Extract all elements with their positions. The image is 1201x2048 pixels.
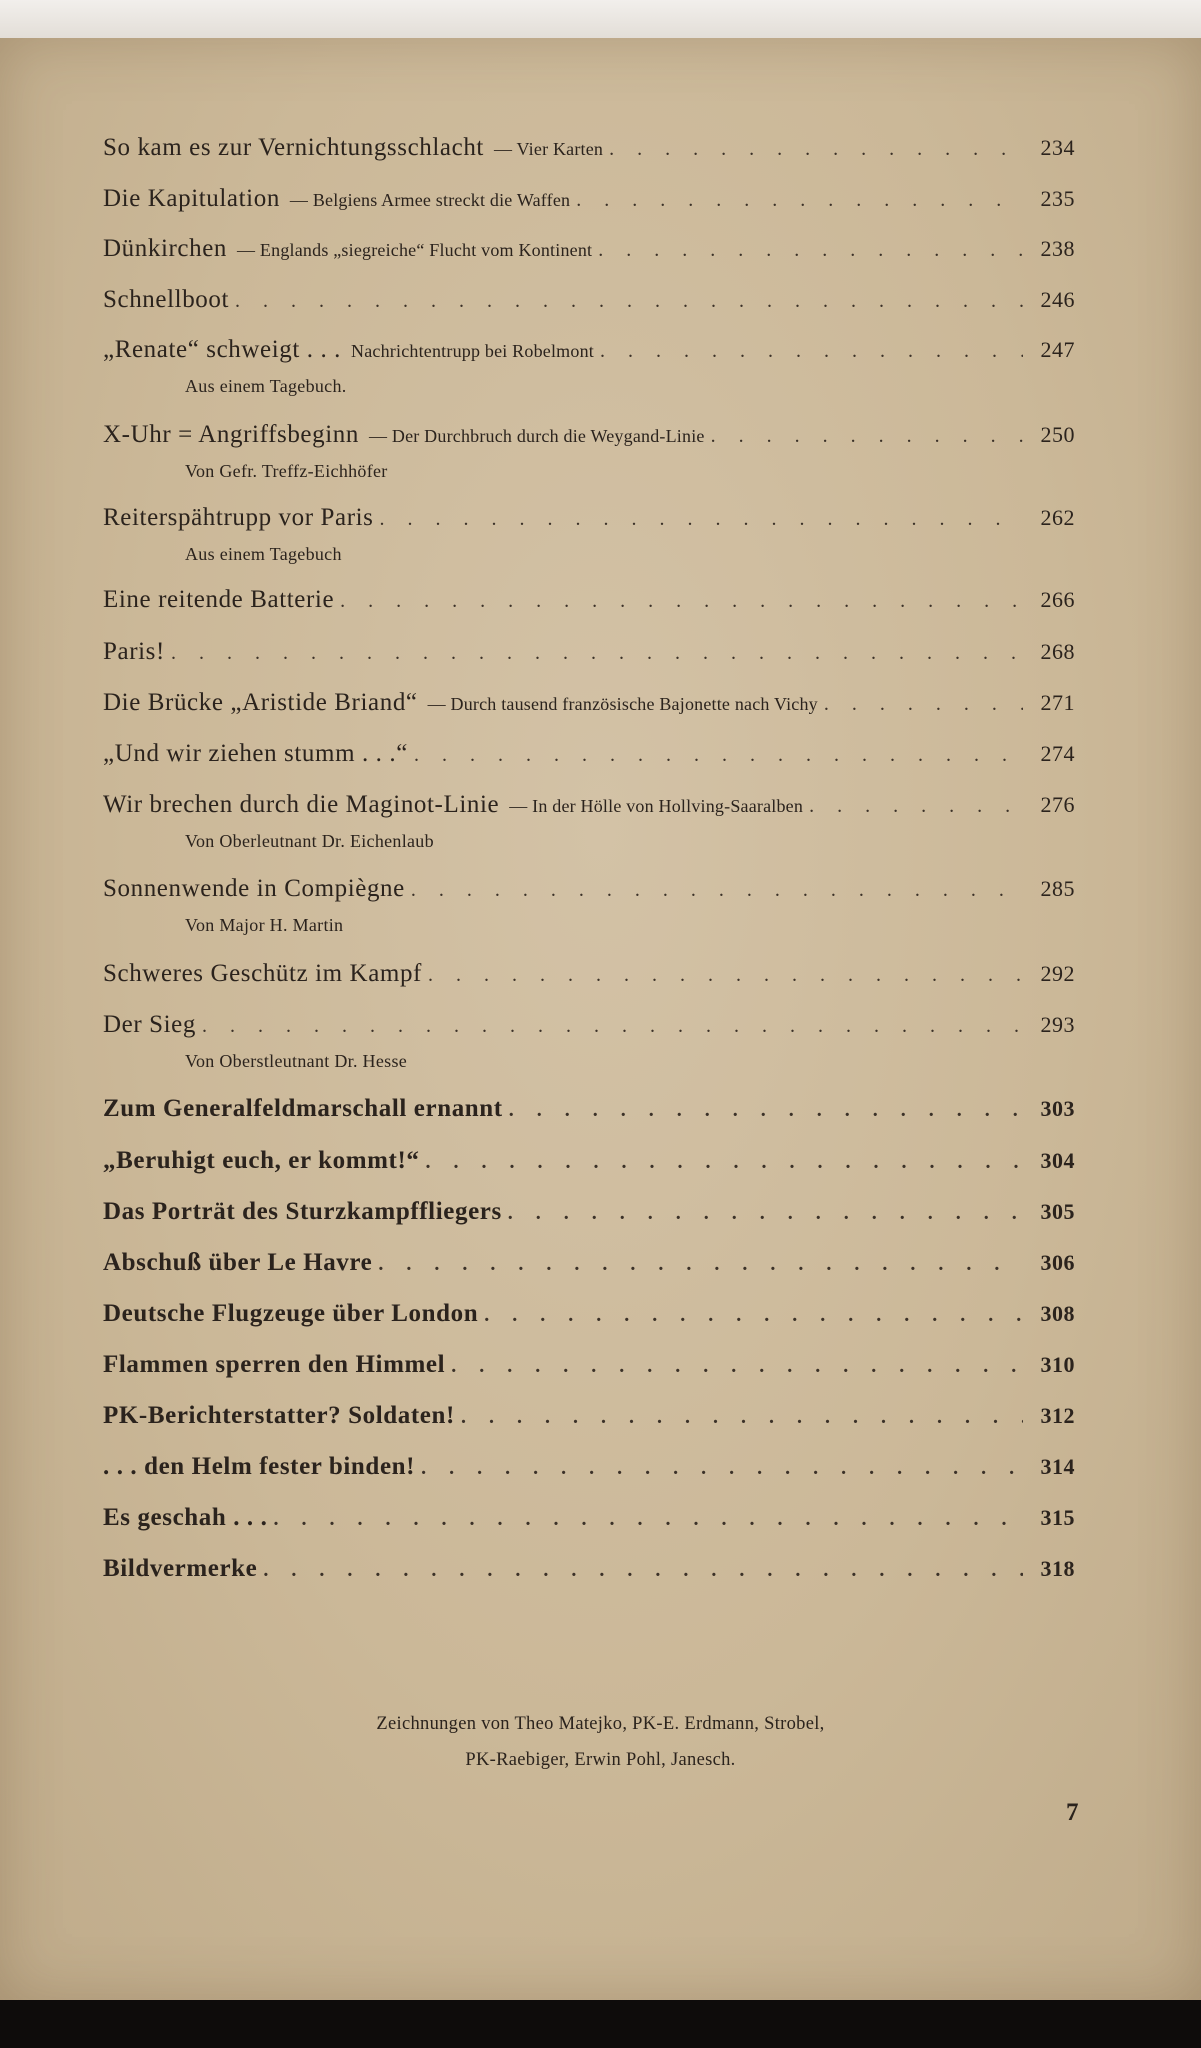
- toc-entry-title: Der Sieg: [103, 1011, 196, 1038]
- toc-entry-page: 235: [1040, 186, 1075, 211]
- toc-entry: [103, 586, 1075, 622]
- toc-entry-page: 238: [1040, 236, 1075, 261]
- toc-entry-title: X-Uhr = Angriffsbeginn: [103, 421, 359, 448]
- toc-entry: [103, 185, 1075, 221]
- toc-entry-title: Eine reitende Batterie: [103, 586, 335, 613]
- toc-entry-line: [103, 336, 1075, 372]
- toc-entry-page: 314: [1040, 1454, 1075, 1479]
- toc-entry: [103, 1095, 1075, 1131]
- toc-entry-line: [103, 1249, 1075, 1285]
- toc-entry-page: 304: [1040, 1148, 1075, 1173]
- dot-leader: [455, 1406, 1023, 1429]
- toc-entry-title: Deutsche Flugzeuge über London: [103, 1300, 479, 1327]
- toc-entry-title: Sonnenwende in Compiègne: [103, 875, 405, 902]
- dot-leader: [594, 340, 1023, 363]
- toc-entry: [103, 1249, 1075, 1285]
- dot-leader: [592, 239, 1023, 262]
- toc-entry-byline: Aus einem Tagebuch: [185, 544, 342, 564]
- credits-line-1: Zeichnungen von Theo Matejko, PK-E. Erdmann, Strobel,: [376, 1714, 825, 1734]
- toc-entry-title: Bildvermerke: [103, 1555, 258, 1582]
- dot-leader: [405, 879, 1023, 902]
- toc-entry-title: So kam es zur Vernichtungsschlacht: [103, 134, 484, 161]
- dot-leader: [415, 1457, 1023, 1480]
- toc-entry-page: 247: [1040, 337, 1075, 362]
- toc-entry-line: [103, 286, 1075, 322]
- toc-entry: [103, 1300, 1075, 1336]
- toc-entry-line: [103, 185, 1075, 221]
- toc-entry: [103, 1504, 1075, 1540]
- toc-entry-page: 262: [1040, 505, 1075, 530]
- toc-entry-byline: Von Oberstleutnant Dr. Hesse: [185, 1051, 408, 1071]
- toc-entry-page: 308: [1040, 1301, 1075, 1326]
- toc-entry-line: [103, 960, 1075, 996]
- toc-entry: [103, 1555, 1075, 1591]
- toc-entry: [103, 1453, 1075, 1489]
- dot-leader: [445, 1355, 1023, 1378]
- toc-entry-line: [103, 1095, 1075, 1131]
- dot-leader: [803, 795, 1023, 818]
- toc-entry-page: 292: [1040, 961, 1075, 986]
- toc-entry-line: [103, 134, 1075, 170]
- toc-entry-line: [103, 791, 1075, 827]
- toc-entry: [103, 1351, 1075, 1387]
- toc-entry: [103, 286, 1075, 322]
- toc-entry-title: Die Kapitulation: [103, 185, 280, 212]
- toc-entry-line: [103, 1011, 1075, 1047]
- illustration-credits: [0, 1706, 1201, 1778]
- toc-entry: [103, 336, 1075, 397]
- dot-leader: [503, 1099, 1023, 1122]
- dot-leader: [422, 964, 1023, 987]
- toc-entry: [103, 791, 1075, 852]
- toc-entry-line: [103, 689, 1075, 725]
- toc-entry-title: PK-Berichterstatter? Soldaten!: [103, 1402, 455, 1429]
- toc-entry-line: [103, 875, 1075, 911]
- toc-entry-subtitle: — Der Durchbruch durch die Weygand-Linie: [368, 426, 705, 446]
- toc-entry-title: Das Porträt des Sturzkampffliegers: [103, 1198, 502, 1225]
- dot-leader: [603, 138, 1023, 161]
- toc-entry-title: Paris!: [103, 638, 165, 665]
- dot-leader: [408, 744, 1023, 767]
- toc-entry: [103, 1011, 1075, 1072]
- book-page: [0, 38, 1201, 2000]
- toc-entry: [103, 421, 1075, 482]
- toc-entry-title: Wir brechen durch die Maginot-Linie: [103, 791, 500, 818]
- toc-entry-page: 234: [1040, 135, 1075, 160]
- toc-entry: [103, 134, 1075, 170]
- dot-leader: [267, 1508, 1023, 1531]
- toc-entry-byline: Von Major H. Martin: [185, 915, 344, 935]
- toc-entry-page: 303: [1040, 1096, 1075, 1121]
- toc-entry: [103, 1147, 1075, 1183]
- toc-entry-page: 306: [1040, 1250, 1075, 1275]
- dot-leader: [374, 508, 1023, 531]
- dot-leader: [705, 425, 1023, 448]
- toc-entry-title: Es geschah . . .: [103, 1504, 268, 1531]
- toc-entry-page: 293: [1040, 1012, 1075, 1037]
- dot-leader: [334, 590, 1023, 613]
- toc-entry: [103, 638, 1075, 674]
- toc-entry-page: 246: [1040, 287, 1075, 312]
- toc-entry-line: [103, 586, 1075, 622]
- toc-entry-page: 305: [1040, 1199, 1075, 1224]
- toc-entry-title: Reiterspähtrupp vor Paris: [103, 504, 374, 531]
- toc-entry-subtitle: — Englands „siegreiche“ Flucht vom Kontinent: [237, 240, 593, 260]
- toc-entry-page: 310: [1040, 1352, 1075, 1377]
- dot-leader: [502, 1202, 1023, 1225]
- credits-line-2: PK-Raebiger, Erwin Pohl, Janesch.: [465, 1750, 736, 1770]
- toc-entry: [103, 875, 1075, 936]
- toc-entry-subtitle: — Durch tausend französische Bajonette nach Vichy: [427, 694, 818, 714]
- dot-leader: [165, 642, 1023, 665]
- dot-leader: [420, 1151, 1024, 1174]
- toc-entry-line: [103, 1555, 1075, 1591]
- toc-entry-line: [103, 1453, 1075, 1489]
- toc-entry-line: [103, 1147, 1075, 1183]
- toc-entry-page: 312: [1040, 1403, 1075, 1428]
- toc-entry-page: 274: [1040, 741, 1075, 766]
- toc-entry-byline: Von Oberleutnant Dr. Eichenlaub: [185, 831, 434, 851]
- toc-entry-title: „Beruhigt euch, er kommt!“: [103, 1147, 420, 1174]
- toc-entry: [103, 960, 1075, 996]
- toc-entry-line: [103, 1300, 1075, 1336]
- dot-leader: [372, 1253, 1023, 1276]
- toc-entry-byline: Von Gefr. Treffz-Eichhöfer: [185, 461, 388, 481]
- toc-entry-title: Schnellboot: [103, 286, 230, 313]
- toc-entry-title: Flammen sperren den Himmel: [103, 1351, 446, 1378]
- toc-entry-title: Abschuß über Le Havre: [103, 1249, 373, 1276]
- toc-entry-title: „Renate“ schweigt . . .: [103, 336, 342, 363]
- toc-entry-line: [103, 1402, 1075, 1438]
- toc-entry-line: [103, 235, 1075, 271]
- toc-entry: [103, 504, 1075, 565]
- toc-entry: [103, 1402, 1075, 1438]
- dot-leader: [818, 693, 1023, 716]
- toc-entry-line: [103, 638, 1075, 674]
- toc-entry-page: 318: [1040, 1556, 1075, 1581]
- toc-entry-page: 285: [1040, 876, 1075, 901]
- toc-entry-title: . . . den Helm fester binden!: [103, 1453, 416, 1480]
- toc-entry-line: [103, 1351, 1075, 1387]
- toc-entry-line: [103, 504, 1075, 540]
- dot-leader: [196, 1015, 1023, 1038]
- toc-entry-subtitle: — Belgiens Armee streckt die Waffen: [289, 190, 571, 210]
- toc-entry-page: 250: [1040, 422, 1075, 447]
- toc-entry-line: [103, 1198, 1075, 1234]
- toc-entry-title: Schweres Geschütz im Kampf: [103, 960, 422, 987]
- toc-entry-subtitle: Nachrichtentrupp bei Robelmont: [351, 341, 594, 361]
- toc-entry: [103, 235, 1075, 271]
- toc-entry-title: „Und wir ziehen stumm . . .“: [103, 740, 408, 767]
- dot-leader: [229, 290, 1023, 313]
- toc-entry-page: 271: [1040, 690, 1075, 715]
- toc-entry-subtitle: — In der Hölle von Hollving-Saaralben: [509, 796, 804, 816]
- page-number: 7: [1066, 1799, 1079, 1826]
- toc-entry-page: 266: [1040, 587, 1075, 612]
- toc-entry-page: 276: [1040, 792, 1075, 817]
- toc-entry: [103, 689, 1075, 725]
- toc-entry-line: [103, 421, 1075, 457]
- toc-entry-subtitle: — Vier Karten: [493, 139, 604, 159]
- dot-leader: [257, 1559, 1023, 1582]
- toc-entry-page: 315: [1040, 1505, 1075, 1530]
- scan-background-bottom: [0, 2000, 1201, 2048]
- toc-entry-byline: Aus einem Tagebuch.: [185, 376, 347, 396]
- toc-entry-title: Die Brücke „Aristide Briand“: [103, 689, 418, 716]
- toc-entry: [103, 740, 1075, 776]
- toc-entry-title: Dünkirchen: [103, 235, 228, 262]
- toc-entry-title: Zum Generalfeldmarschall ernannt: [103, 1095, 503, 1122]
- scan-background-top: [0, 0, 1201, 40]
- dot-leader: [478, 1304, 1023, 1327]
- toc-entry-line: [103, 740, 1075, 776]
- toc-entry-line: [103, 1504, 1075, 1540]
- toc-entry: [103, 1198, 1075, 1234]
- dot-leader: [570, 189, 1023, 212]
- toc-entry-page: 268: [1040, 639, 1075, 664]
